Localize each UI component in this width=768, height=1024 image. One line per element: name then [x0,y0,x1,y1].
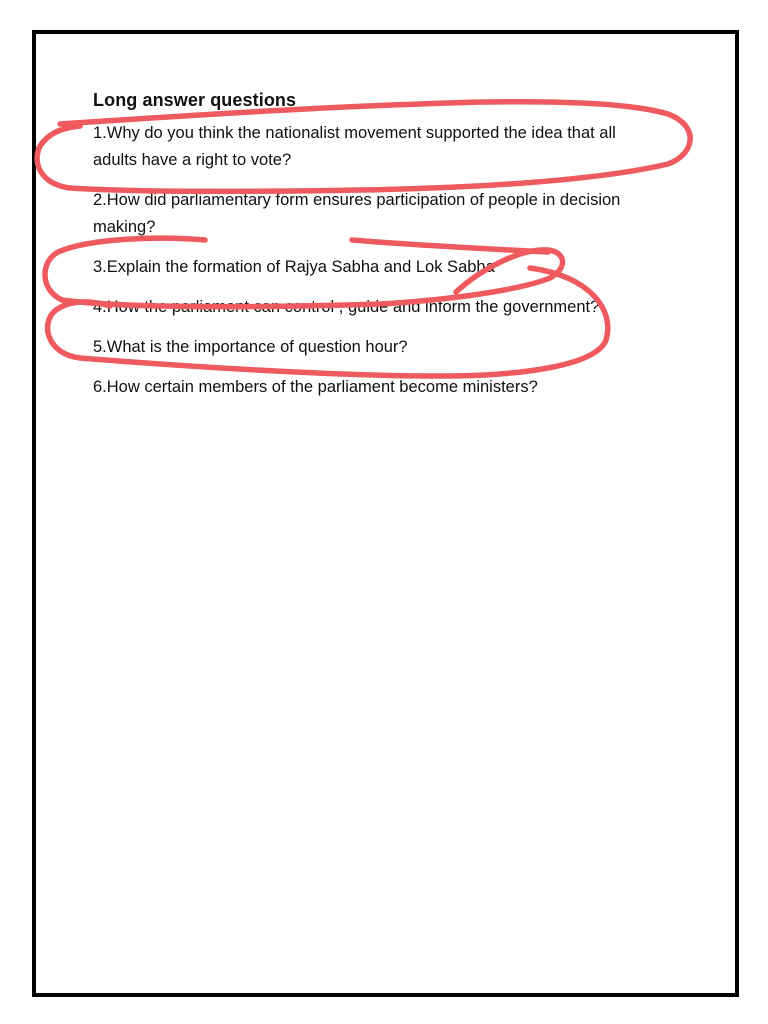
worksheet-content [93,86,663,414]
question-6: 6.How certain members of the parliament become ministers? [93,378,538,396]
question-1: 1.Why do you think the nationalist movement supported the idea that all adults have a right to vote? [93,124,616,169]
question-5: 5.What is the importance of question hour? [93,338,408,356]
question-3: 3.Explain the formation of Rajya Sabha and Lok Sabha [93,258,495,276]
section-heading: Long answer questions [93,90,297,110]
question-2: 2.How did parliamentary form ensures participation of people in decision making? [93,191,621,236]
question-4: 4.How the parliament can control , guide and inform the government? [93,298,600,316]
